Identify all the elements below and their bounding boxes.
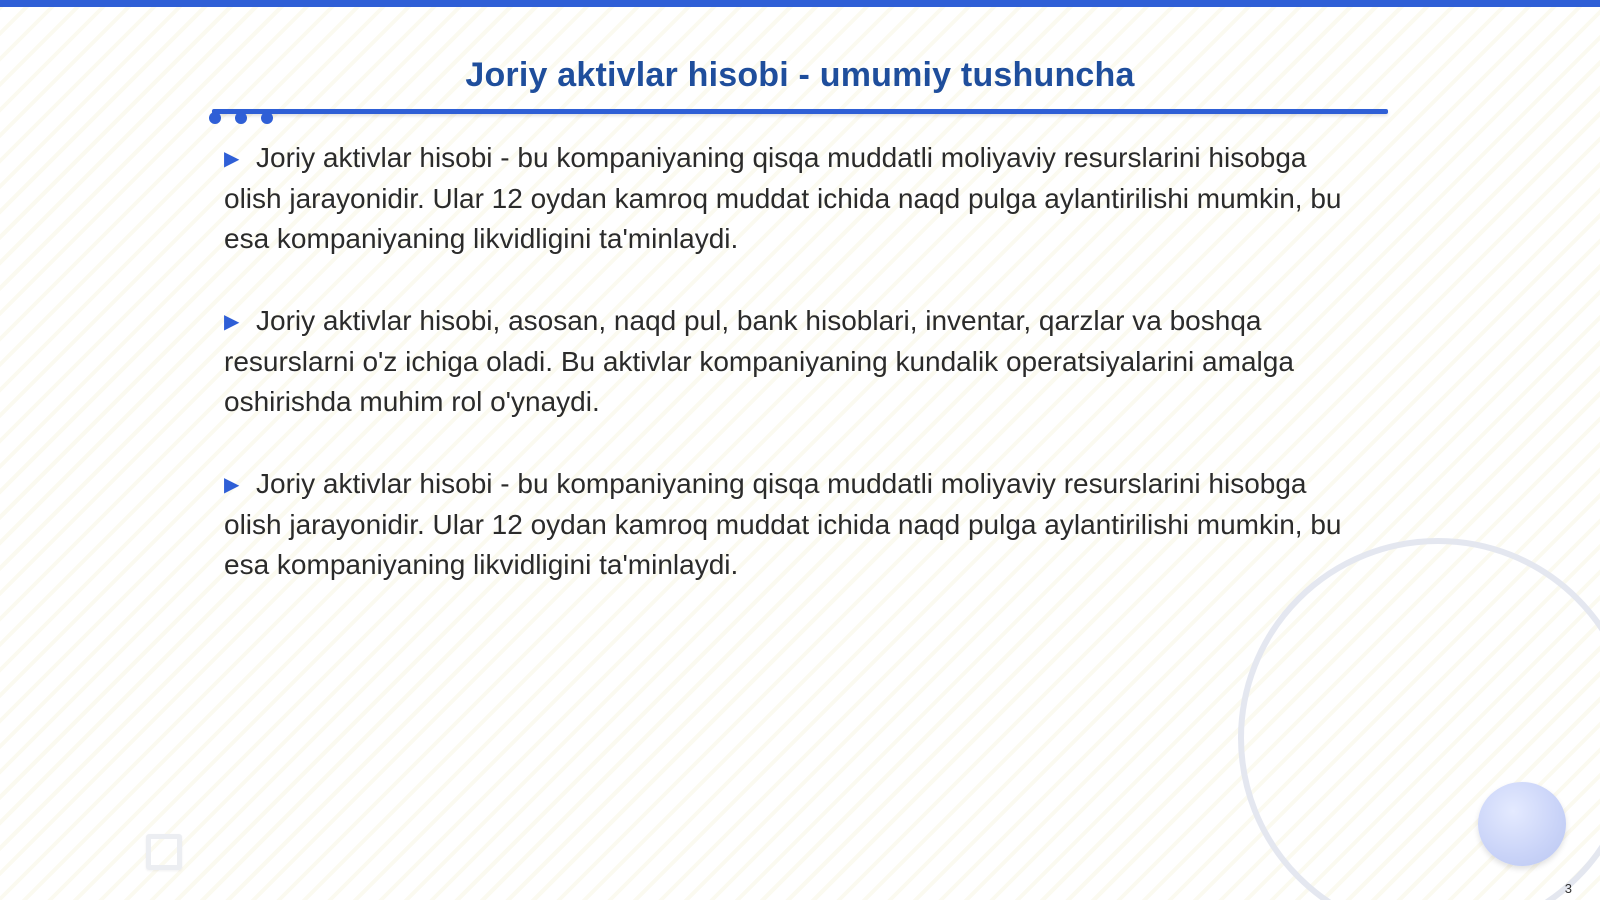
bullet-item: [224, 138, 1364, 259]
decorative-dot: [209, 112, 221, 124]
triangle-right-icon: ▶: [224, 474, 240, 496]
bullet-text: Joriy aktivlar hisobi - bu kompaniyaning qisqa muddatli moliyaviy resurslarini hisobga olish jarayonidir. Ular 12 oydan kamroq muddat ichida naqd pulga aylantirilishi mumkin, bu esa kompaniyaning likvidligini ta'minlaydi.: [224, 142, 1342, 254]
bullet-text: Joriy aktivlar hisobi - bu kompaniyaning qisqa muddatli moliyaviy resurslarini hisobga olish jarayonidir. Ular 12 oydan kamroq muddat ichida naqd pulga aylantirilishi mumkin, bu esa kompaniyaning likvidligini ta'minlaydi.: [224, 468, 1342, 580]
decorative-dot: [261, 112, 273, 124]
page-number: 3: [1564, 881, 1572, 896]
decorative-square: [146, 834, 182, 870]
slide-title: Joriy aktivlar hisobi - umumiy tushuncha: [465, 56, 1135, 94]
top-accent-bar: [0, 0, 1600, 7]
decorative-sphere: [1478, 782, 1566, 866]
title-underline: [212, 109, 1388, 114]
bullet-list: [224, 138, 1364, 627]
bullet-item: [224, 464, 1364, 585]
triangle-right-icon: ▶: [224, 148, 240, 170]
bullet-text: Joriy aktivlar hisobi, asosan, naqd pul, bank hisoblari, inventar, qarzlar va boshqa resurslarni o'z ichiga oladi. Bu aktivlar kompaniyaning kundalik operatsiyalarini amalga oshirishda muhim rol o'ynaydi.: [224, 305, 1294, 417]
triangle-right-icon: ▶: [224, 311, 240, 333]
decorative-dot: [235, 112, 247, 124]
bullet-item: [224, 301, 1364, 422]
